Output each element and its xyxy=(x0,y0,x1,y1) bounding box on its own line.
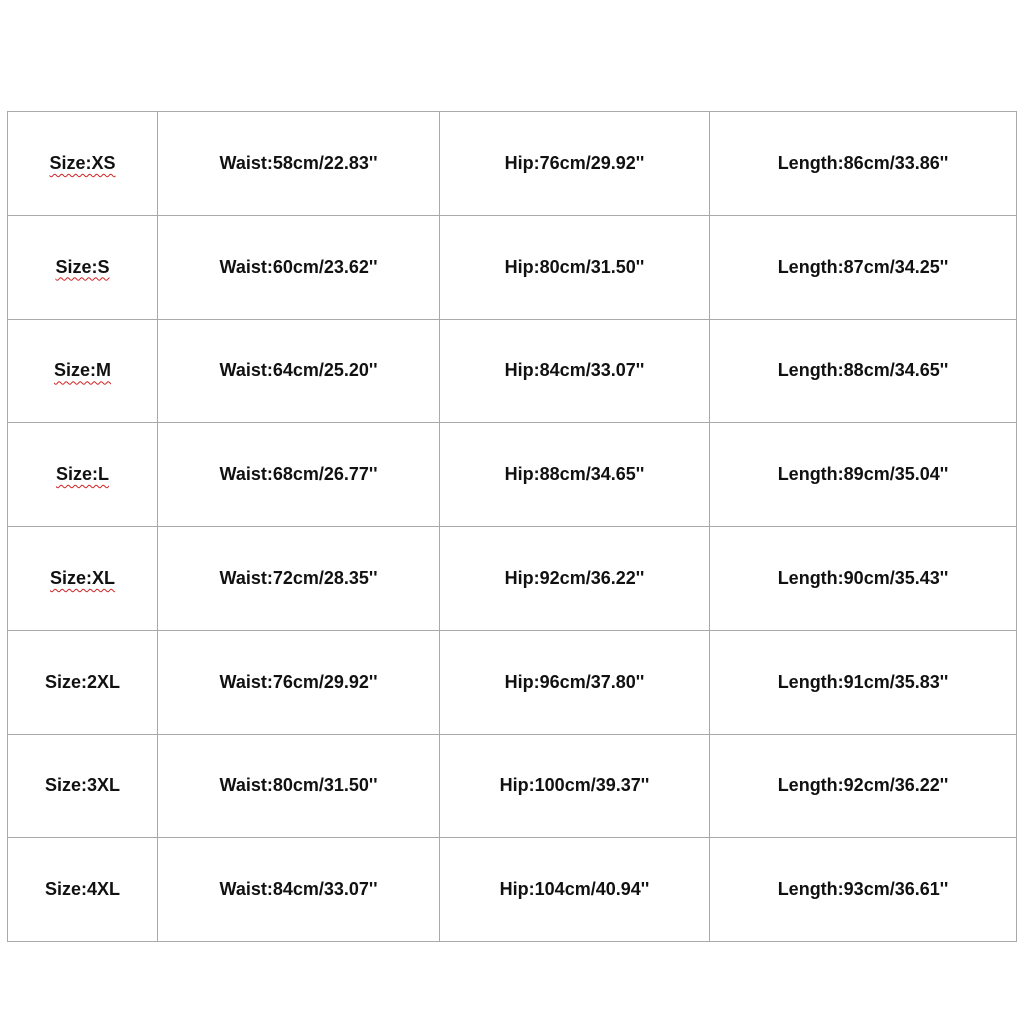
length-cell: Length:87cm/34.25'' xyxy=(710,215,1017,319)
hip-cell: Hip:80cm/31.50'' xyxy=(440,215,710,319)
size-label: Size:M xyxy=(53,360,111,381)
size-label: Size:XS xyxy=(49,152,116,173)
waist-cell: Waist:76cm/29.92'' xyxy=(158,630,440,734)
waist-cell: Waist:84cm/33.07'' xyxy=(158,838,440,942)
length-cell: Length:90cm/35.43'' xyxy=(710,527,1017,631)
waist-cell: Waist:58cm/22.83'' xyxy=(158,112,440,216)
hip-cell: Hip:88cm/34.65'' xyxy=(440,423,710,527)
table-row xyxy=(8,527,1017,631)
size-label: Size:XL xyxy=(49,567,115,588)
size-label: Size:2XL xyxy=(44,671,121,692)
length-cell: Length:88cm/34.65'' xyxy=(710,319,1017,423)
hip-cell: Hip:84cm/33.07'' xyxy=(440,319,710,423)
waist-cell: Waist:80cm/31.50'' xyxy=(158,734,440,838)
waist-cell: Waist:72cm/28.35'' xyxy=(158,527,440,631)
table-row xyxy=(8,734,1017,838)
size-label: Size:3XL xyxy=(44,775,121,796)
size-label: Size:L xyxy=(55,464,109,485)
size-cell xyxy=(8,423,158,527)
size-cell xyxy=(8,734,158,838)
length-cell: Length:92cm/36.22'' xyxy=(710,734,1017,838)
size-chart-table xyxy=(7,111,1017,942)
size-label: Size:4XL xyxy=(44,879,121,900)
length-cell: Length:91cm/35.83'' xyxy=(710,630,1017,734)
waist-cell: Waist:60cm/23.62'' xyxy=(158,215,440,319)
size-cell xyxy=(8,319,158,423)
waist-cell: Waist:64cm/25.20'' xyxy=(158,319,440,423)
table-row xyxy=(8,838,1017,942)
size-label: Size:S xyxy=(55,256,110,277)
waist-cell: Waist:68cm/26.77'' xyxy=(158,423,440,527)
table-row xyxy=(8,112,1017,216)
hip-cell: Hip:96cm/37.80'' xyxy=(440,630,710,734)
hip-cell: Hip:76cm/29.92'' xyxy=(440,112,710,216)
size-cell xyxy=(8,215,158,319)
size-cell xyxy=(8,112,158,216)
table-row xyxy=(8,423,1017,527)
table-row xyxy=(8,630,1017,734)
hip-cell: Hip:104cm/40.94'' xyxy=(440,838,710,942)
hip-cell: Hip:100cm/39.37'' xyxy=(440,734,710,838)
size-cell xyxy=(8,630,158,734)
size-cell xyxy=(8,527,158,631)
size-cell xyxy=(8,838,158,942)
length-cell: Length:89cm/35.04'' xyxy=(710,423,1017,527)
length-cell: Length:93cm/36.61'' xyxy=(710,838,1017,942)
length-cell: Length:86cm/33.86'' xyxy=(710,112,1017,216)
table-row xyxy=(8,319,1017,423)
table-row xyxy=(8,215,1017,319)
hip-cell: Hip:92cm/36.22'' xyxy=(440,527,710,631)
